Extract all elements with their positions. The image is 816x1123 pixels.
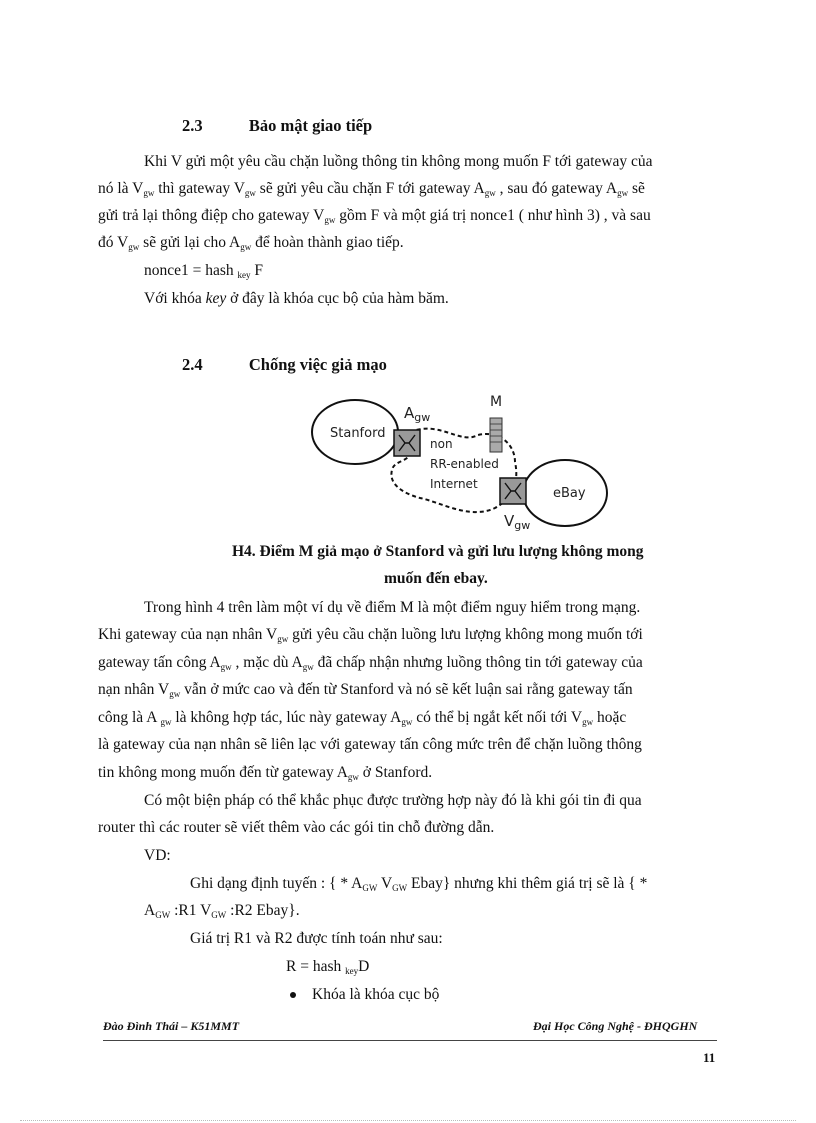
section-title: Chống việc giả mạo	[248, 355, 387, 374]
bullet-item: Khóa là khóa cục bộ	[290, 985, 439, 1005]
network-diagram	[310, 390, 610, 535]
nonce-formula: nonce1 = hash $_{key}$ F	[144, 262, 264, 280]
footer-institution: Đại Học Công Nghệ - ĐHQGHN	[533, 1019, 698, 1033]
stanford-label: Stanford	[330, 426, 386, 441]
para2-line3: gateway tấn công $A_{gw}$ , mặc dù $A_{gw}$ đã chấp nhận nhưng luồng thông tin tới gateway của	[98, 654, 643, 672]
section-number: 2.4	[182, 355, 203, 374]
section-heading-2-3	[182, 116, 372, 136]
m-host-icon	[490, 418, 502, 452]
para2-line1: Trong hình 4 trên làm một ví dụ về điểm M là một điểm nguy hiểm trong mạng.	[144, 599, 641, 616]
example-line3: Giá trị R1 và R2 được tính toán như sau:	[190, 930, 443, 947]
section-number: 2.3	[182, 116, 203, 135]
example-line2: $A_{GW}$ :R1 $V_{GW}$ :R2 Ebay}.	[144, 902, 300, 920]
page-number: 11	[703, 1050, 716, 1065]
figure-caption-line1: H4. Điểm M giả mạo ở Stanford và gửi lưu lượng không mong	[232, 543, 644, 560]
para2-line5: công là A $_{gw}$ là không hợp tác, lúc này gateway $A_{gw}$ có thể bị ngắt kết nối tới $V_{gw}$ hoặc	[98, 709, 627, 727]
para1-line4: đó $V_{gw}$ sẽ gửi lại cho $A_{gw}$ để hoàn thành giao tiếp.	[98, 234, 404, 252]
para2-line6: là gateway của nạn nhân sẽ liên lạc với gateway tấn công mức trên để chặn luồng thông	[98, 736, 642, 753]
para1-line6: Với khóa key ở đây là khóa cục bộ của hàm băm.	[144, 290, 449, 307]
figure-caption-line2: muốn đến ebay.	[384, 570, 488, 587]
page-bottom-divider	[20, 1120, 796, 1121]
para2-line4: nạn nhân $V_{gw}$ vẫn ở mức cao và đến từ Stanford và nó sẽ kết luận sai rằng gateway tấn	[98, 681, 633, 699]
example-line1: Ghi dạng định tuyến : { * $A_{GW}$ $V_{GW}$ Ebay} nhưng khi thêm giá trị sẽ là { *	[190, 875, 648, 893]
bullet-icon	[290, 992, 296, 998]
para3-line2: router thì các router sẽ viết thêm vào các gói tin chỗ đường dẫn.	[98, 819, 495, 836]
para2-line7: tin không mong muốn đến từ gateway $A_{gw}$ ở Stanford.	[98, 764, 433, 782]
m-label: M	[490, 394, 503, 410]
r-formula: R = hash $_{key}$D	[286, 958, 370, 976]
para1-line1: Khi V gửi một yêu cầu chặn luồng thông tin không mong muốn F tới gateway của	[144, 153, 653, 170]
vgw-label: $V_{gw}$	[504, 512, 531, 532]
footer-author: Đào Đình Thái – K51MMT	[103, 1019, 240, 1033]
footer-rule	[103, 1040, 717, 1041]
ebay-label: eBay	[553, 486, 586, 501]
internet-label-1: non	[430, 437, 453, 451]
para2-line2: Khi gateway của nạn nhân $V_{gw}$ gửi yêu cầu chặn luồng lưu lượng không mong muốn tới	[98, 626, 643, 644]
section-heading-2-4	[182, 355, 387, 375]
para3-line1: Có một biện pháp có thể khắc phục được trường hợp này đó là khi gói tin đi qua	[144, 792, 642, 809]
internet-label-3: Internet	[430, 477, 478, 491]
para1-line3: gửi trả lại thông điệp cho gateway $V_{gw}$ gồm F và một giá trị nonce1 ( như hình 3) , và sau	[98, 207, 651, 225]
para1-line2: nó là $V_{gw}$ thì gateway $V_{gw}$ sẽ gửi yêu cầu chặn F tới gateway $A_{gw}$ , sau đó gateway $A_{gw}$ sẽ	[98, 180, 645, 198]
section-title: Bảo mật giao tiếp	[248, 116, 373, 135]
agw-label: $A_{gw}$	[404, 404, 431, 424]
internet-label-2: RR-enabled	[430, 457, 499, 471]
example-label: VD:	[144, 847, 171, 864]
